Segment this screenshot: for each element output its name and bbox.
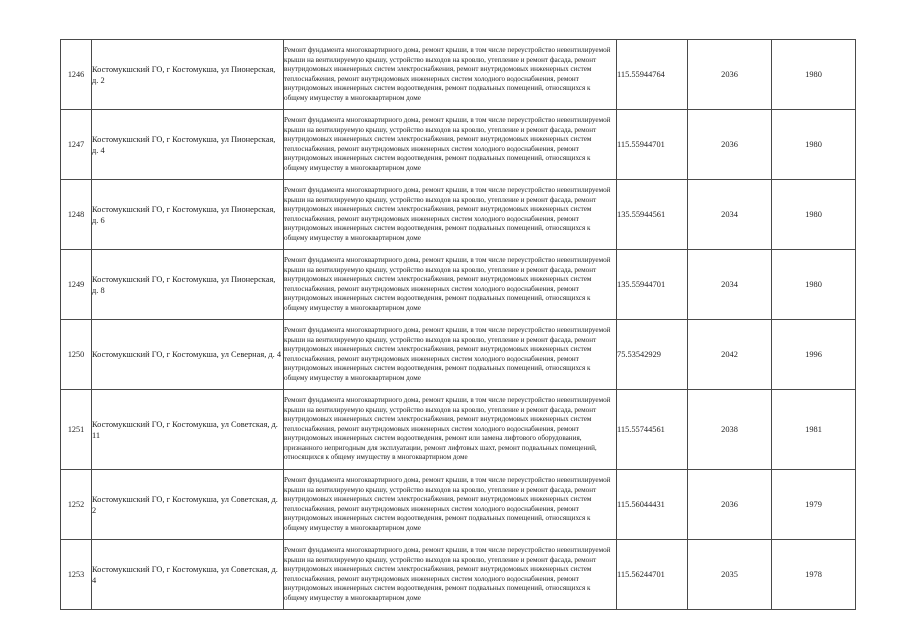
repair-works-list: Ремонт фундамента многоквартирного дома, ремонт крыши, в том числе переустройство невентилируемой крыши на вентилируемую крышу, устройство выходов на кровлю, утепление и ремонт фасада, ремонт внутридомовых инженерных систем электроснабжения, ремонт внутридомовых инженерных систем теплоснабжения, ремонт внутридомовых инженерных систем холодного водоснабжения, ремонт внутридомовых инженерных систем водоотведения, ремонт подвальных помещений, относящихся к общему имуществу в многоквартирном доме: [284, 110, 617, 180]
row-number: 1249: [61, 250, 92, 320]
row-number: 1250: [61, 320, 92, 390]
row-number: 1252: [61, 470, 92, 540]
planned-year: 2034: [688, 250, 772, 320]
table-row: [61, 470, 856, 540]
planned-year: 2035: [688, 540, 772, 610]
planned-year: 2038: [688, 390, 772, 470]
construction-year: 1980: [772, 40, 856, 110]
area-value: 135.55944561: [617, 180, 688, 250]
area-value: 115.55744561: [617, 390, 688, 470]
construction-year: 1980: [772, 180, 856, 250]
repair-works-list: Ремонт фундамента многоквартирного дома, ремонт крыши, в том числе переустройство невентилируемой крыши на вентилируемую крышу, устройство выходов на кровлю, утепление и ремонт фасада, ремонт внутридомовых инженерных систем электроснабжения, ремонт внутридомовых инженерных систем теплоснабжения, ремонт внутридомовых инженерных систем холодного водоснабжения, ремонт внутридомовых инженерных систем водоотведения, ремонт или замена лифтового оборудования, признанного непригодным для эксплуатации, ремонт лифтовых шахт, ремонт подвальных помещений, относящихся к общему имуществу в многоквартирном доме: [284, 390, 617, 470]
table-row: [61, 390, 856, 470]
area-value: 115.55944701: [617, 110, 688, 180]
table-row: [61, 110, 856, 180]
area-value: 115.56244701: [617, 540, 688, 610]
construction-year: 1979: [772, 470, 856, 540]
area-value: 135.55944701: [617, 250, 688, 320]
repair-schedule-table: [60, 39, 856, 610]
row-number: 1246: [61, 40, 92, 110]
table-row: [61, 250, 856, 320]
repair-works-list: Ремонт фундамента многоквартирного дома, ремонт крыши, в том числе переустройство невентилируемой крыши на вентилируемую крышу, устройство выходов на кровлю, утепление и ремонт фасада, ремонт внутридомовых инженерных систем электроснабжения, ремонт внутридомовых инженерных систем теплоснабжения, ремонт внутридомовых инженерных систем холодного водоснабжения, ремонт внутридомовых инженерных систем водоотведения, ремонт подвальных помещений, относящихся к общему имуществу в многоквартирном доме: [284, 470, 617, 540]
table-row: [61, 540, 856, 610]
area-value: 115.55944764: [617, 40, 688, 110]
area-value: 75.53542929: [617, 320, 688, 390]
building-address: Костомукшский ГО, г Костомукша, ул Северная, д. 4: [92, 320, 284, 390]
table-row: [61, 40, 856, 110]
repair-works-list: Ремонт фундамента многоквартирного дома, ремонт крыши, в том числе переустройство невентилируемой крыши на вентилируемую крышу, устройство выходов на кровлю, утепление и ремонт фасада, ремонт внутридомовых инженерных систем электроснабжения, ремонт внутридомовых инженерных систем теплоснабжения, ремонт внутридомовых инженерных систем холодного водоснабжения, ремонт внутридомовых инженерных систем водоотведения, ремонт подвальных помещений, относящихся к общему имуществу в многоквартирном доме: [284, 180, 617, 250]
planned-year: 2034: [688, 180, 772, 250]
building-address: Костомукшский ГО, г Костомукша, ул Советская, д. 4: [92, 540, 284, 610]
planned-year: 2042: [688, 320, 772, 390]
repair-works-list: Ремонт фундамента многоквартирного дома, ремонт крыши, в том числе переустройство невентилируемой крыши на вентилируемую крышу, устройство выходов на кровлю, утепление и ремонт фасада, ремонт внутридомовых инженерных систем электроснабжения, ремонт внутридомовых инженерных систем теплоснабжения, ремонт внутридомовых инженерных систем холодного водоснабжения, ремонт внутридомовых инженерных систем водоотведения, ремонт подвальных помещений, относящихся к общему имуществу в многоквартирном доме: [284, 320, 617, 390]
table-row: [61, 180, 856, 250]
planned-year: 2036: [688, 40, 772, 110]
row-number: 1248: [61, 180, 92, 250]
construction-year: 1980: [772, 250, 856, 320]
repair-works-list: Ремонт фундамента многоквартирного дома, ремонт крыши, в том числе переустройство невентилируемой крыши на вентилируемую крышу, устройство выходов на кровлю, утепление и ремонт фасада, ремонт внутридомовых инженерных систем электроснабжения, ремонт внутридомовых инженерных систем теплоснабжения, ремонт внутридомовых инженерных систем холодного водоснабжения, ремонт внутридомовых инженерных систем водоотведения, ремонт подвальных помещений, относящихся к общему имуществу в многоквартирном доме: [284, 250, 617, 320]
building-address: Костомукшский ГО, г Костомукша, ул Советская, д. 11: [92, 390, 284, 470]
construction-year: 1996: [772, 320, 856, 390]
row-number: 1247: [61, 110, 92, 180]
repair-works-list: Ремонт фундамента многоквартирного дома, ремонт крыши, в том числе переустройство невентилируемой крыши на вентилируемую крышу, устройство выходов на кровлю, утепление и ремонт фасада, ремонт внутридомовых инженерных систем электроснабжения, ремонт внутридомовых инженерных систем теплоснабжения, ремонт внутридомовых инженерных систем холодного водоснабжения, ремонт внутридомовых инженерных систем водоотведения, ремонт подвальных помещений, относящихся к общему имуществу в многоквартирном доме: [284, 40, 617, 110]
building-address: Костомукшский ГО, г Костомукша, ул Пионерская, д. 8: [92, 250, 284, 320]
row-number: 1251: [61, 390, 92, 470]
building-address: Костомукшский ГО, г Костомукша, ул Пионерская, д. 2: [92, 40, 284, 110]
building-address: Костомукшский ГО, г Костомукша, ул Пионерская, д. 4: [92, 110, 284, 180]
repair-works-list: Ремонт фундамента многоквартирного дома, ремонт крыши, в том числе переустройство невентилируемой крыши на вентилируемую крышу, устройство выходов на кровлю, утепление и ремонт фасада, ремонт внутридомовых инженерных систем электроснабжения, ремонт внутридомовых инженерных систем теплоснабжения, ремонт внутридомовых инженерных систем холодного водоснабжения, ремонт внутридомовых инженерных систем водоотведения, ремонт подвальных помещений, относящихся к общему имуществу в многоквартирном доме: [284, 540, 617, 610]
building-address: Костомукшский ГО, г Костомукша, ул Советская, д. 2: [92, 470, 284, 540]
table-row: [61, 320, 856, 390]
row-number: 1253: [61, 540, 92, 610]
construction-year: 1978: [772, 540, 856, 610]
area-value: 115.56044431: [617, 470, 688, 540]
building-address: Костомукшский ГО, г Костомукша, ул Пионерская, д. 6: [92, 180, 284, 250]
construction-year: 1981: [772, 390, 856, 470]
construction-year: 1980: [772, 110, 856, 180]
planned-year: 2036: [688, 110, 772, 180]
planned-year: 2036: [688, 470, 772, 540]
